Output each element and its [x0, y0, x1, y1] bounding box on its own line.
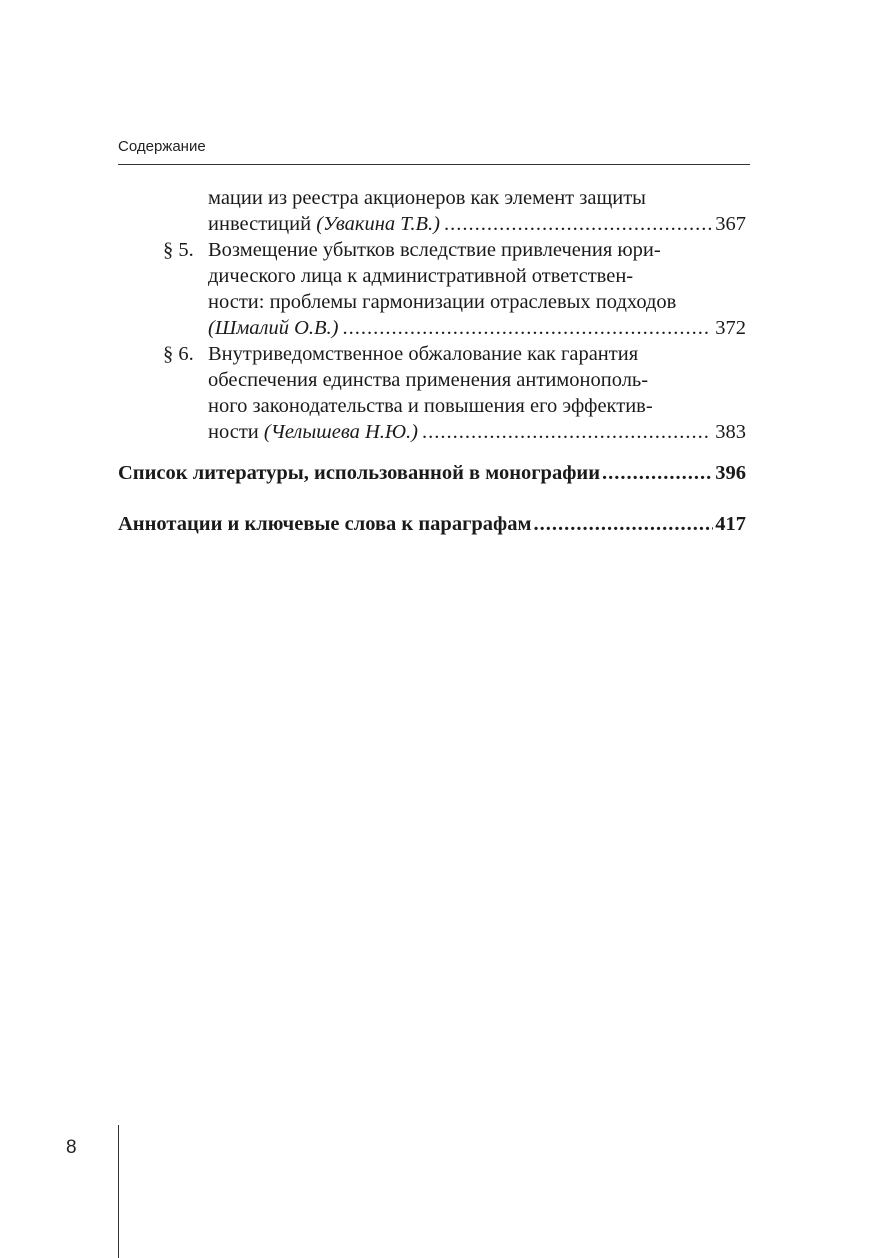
toc-line: дического лица к административной ответствен- [208, 265, 634, 287]
margin-rule [118, 1125, 119, 1258]
toc-line: мации из реестра акционеров как элемент защиты [208, 187, 646, 209]
toc-line-text: инвестиций [208, 213, 312, 235]
dot-leader [444, 211, 711, 237]
toc-entry-5-last-line[interactable] [208, 315, 746, 341]
dot-leader [343, 315, 712, 341]
author-name: (Шмалий О.В.) [208, 317, 339, 339]
toc-annotations-title: Аннотации и ключевые слова к параграфам [118, 513, 532, 535]
page-number-ref: 396 [715, 462, 746, 484]
page-number-ref: 372 [715, 317, 746, 339]
page-number-ref: 367 [715, 213, 746, 235]
author-name: (Челышева Н.Ю.) [263, 421, 419, 443]
toc-bibliography[interactable] [118, 460, 746, 486]
toc-entry-6-last-line[interactable] [208, 419, 746, 445]
dot-leader [602, 460, 713, 486]
toc-line: обеспечения единства применения антимонополь- [208, 369, 649, 391]
section-number: § 5. [163, 239, 194, 261]
page-number: 8 [66, 1137, 77, 1158]
toc-line-text: ности [208, 421, 259, 443]
dot-leader [533, 511, 713, 537]
header-rule [118, 164, 750, 165]
running-title: Содержание [118, 138, 206, 155]
section-number: § 6. [163, 343, 194, 365]
toc-line: ного законодательства и повышения его эффектив- [208, 395, 653, 417]
toc-line: ности: проблемы гармонизации отраслевых подходов [208, 291, 677, 313]
dot-leader [422, 419, 711, 445]
author-name: (Увакина Т.В.) [316, 213, 440, 235]
toc-entry-5-title[interactable]: Возмещение убытков вследствие привлечения юри- [208, 239, 661, 261]
toc-bibliography-title: Список литературы, использованной в монографии [118, 462, 601, 484]
toc-entry-6-title[interactable]: Внутриведомственное обжалование как гарантия [208, 343, 639, 365]
toc-annotations[interactable] [118, 511, 746, 537]
page-number-ref: 417 [715, 513, 746, 535]
page-number-ref: 383 [715, 421, 746, 443]
toc-entry-prev-last-line[interactable] [208, 211, 746, 237]
